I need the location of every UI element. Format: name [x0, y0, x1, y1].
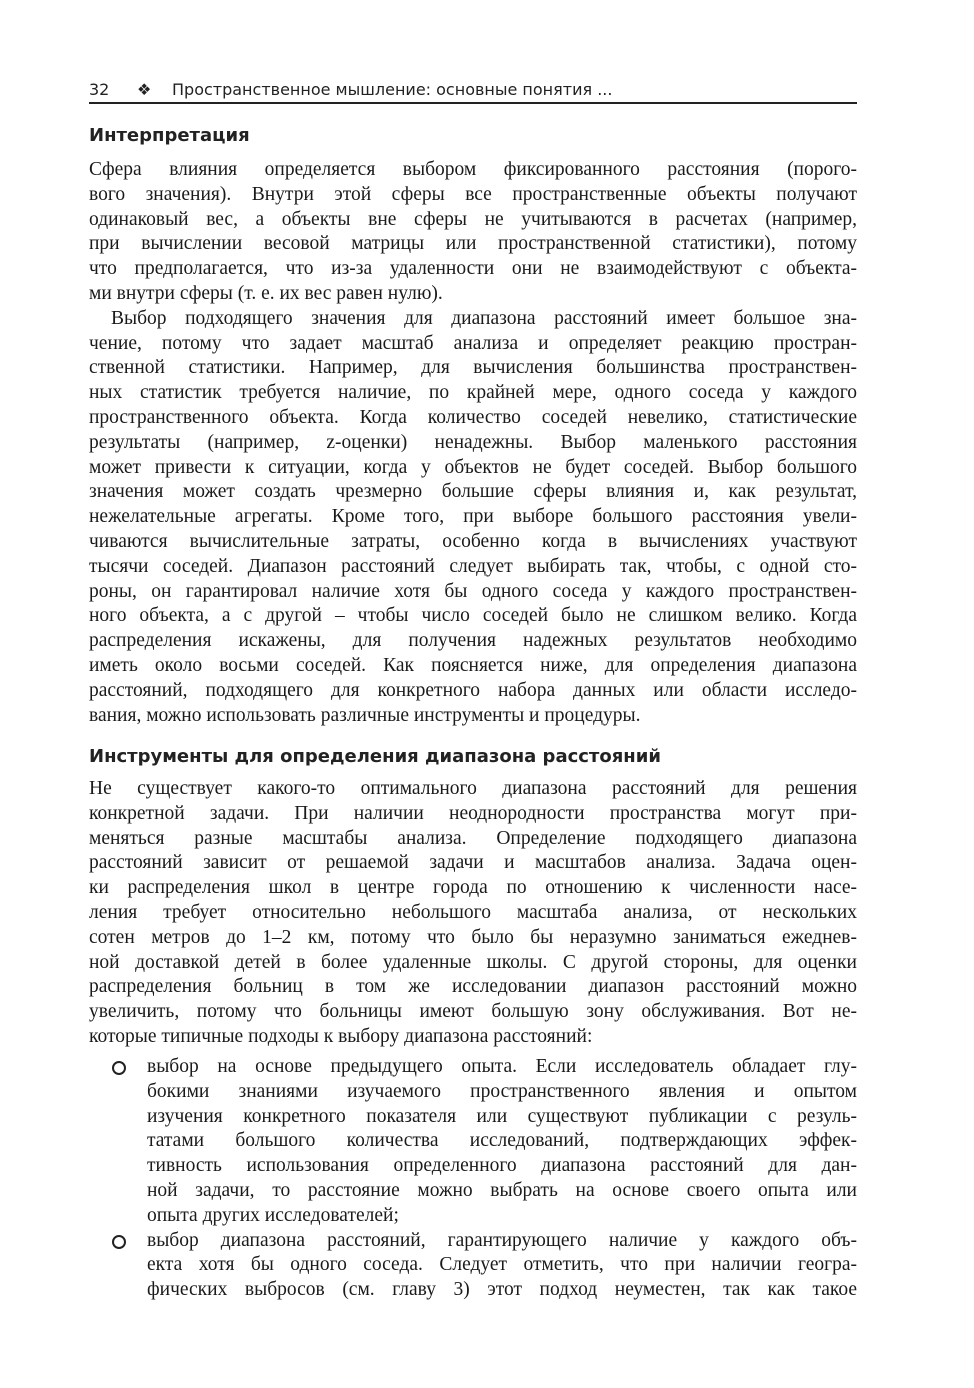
- text-line: сотен метров до 1–2 км, потому что было бы неразумно заниматься ежеднев-: [89, 926, 857, 948]
- text-line: которые типичные подходы к выбору диапазона расстояний:: [89, 1025, 593, 1047]
- text-line: роны, он гарантировал наличие хотя бы одного соседа у каждого пространствен-: [89, 580, 857, 602]
- text-line: одинаковый вес, а объекты вне сферы не учитываются в расчетах (например,: [89, 208, 857, 230]
- section-heading-interpretation: Интерпретация: [89, 125, 250, 146]
- circle-bullet-icon: [112, 1061, 126, 1075]
- circle-bullet-icon: [112, 1235, 126, 1249]
- text-line: тивность использования определенного диапазона расстояний для дан-: [147, 1155, 857, 1177]
- text-line: нежелательные агрегаты. Кроме того, при выборе большого расстояния увели-: [89, 506, 857, 528]
- text-line: распределения больниц в том же исследовании диапазон расстояний можно: [89, 976, 857, 998]
- running-title: Пространственное мышление: основные понятия ...: [172, 80, 613, 99]
- text-line: может привести к ситуации, когда у объектов не будет соседей. Выбор большого: [89, 456, 857, 478]
- text-line: тысячи соседей. Диапазон расстояний следует выбирать так, чтобы, с одной сто-: [89, 555, 857, 577]
- text-line: ного объекта, а с другой – чтобы число соседей было не слишком велико. Когда: [89, 605, 857, 627]
- text-line: меняться разные масштабы анализа. Определение подходящего диапазона: [89, 827, 857, 849]
- text-line: ки распределения школ в центре города по отношению к численности насе-: [89, 877, 857, 899]
- text-line: конкретной задачи. При наличии неоднородности пространства могут при-: [89, 802, 857, 824]
- paragraph: [89, 777, 857, 1050]
- text-line: изучения конкретного показателя или существуют публикации с резуль-: [147, 1105, 857, 1127]
- text-line: ных статистик требуется наличие, по крайней мере, одного соседа у каждого: [89, 382, 857, 404]
- text-line: ной доставкой детей в более удаленные школы. С другой стороны, для оценки: [89, 951, 857, 973]
- text-line: опыта других исследователей;: [147, 1204, 399, 1226]
- paragraph: [89, 158, 857, 307]
- text-line: распределения искажены, для получения надежных результатов необходимо: [89, 630, 857, 652]
- text-line: екта хотя бы одного соседа. Следует отметить, что при наличии геогра-: [147, 1254, 857, 1276]
- text-line: ственной статистики. Например, для вычисления большинства пространствен-: [89, 357, 857, 379]
- text-line: выбор на основе предыдущего опыта. Если исследователь обладает глу-: [147, 1056, 857, 1077]
- text-line: вания, можно использовать различные инструменты и процедуры.: [89, 704, 641, 726]
- text-line: иметь около восьми соседей. Как поясняется ниже, для определения диапазона: [89, 654, 857, 676]
- diamond-ornament-icon: ❖: [137, 80, 152, 99]
- bullet-item: [89, 1229, 857, 1303]
- running-header: [89, 78, 857, 102]
- text-line: чение, потому что задает масштаб анализа и определяет реакцию простран-: [89, 332, 857, 354]
- text-line: ной задачи, то расстояние можно выбрать на основе своего опыта или: [147, 1179, 857, 1201]
- text-line: Не существует какого-то оптимального диапазона расстояний для решения: [89, 778, 857, 799]
- text-line: ми внутри сферы (т. е. их вес равен нулю).: [89, 282, 443, 304]
- text-line: татами большого количества исследований, подтверждающих эффек-: [147, 1130, 857, 1152]
- section-heading-tools: Инструменты для определения диапазона расстояний: [89, 746, 661, 767]
- text-line: ления требует относительно небольшого масштаба анализа, от нескольких: [89, 901, 857, 923]
- text-line: вого значения). Внутри этой сферы все пространственные объекты получают: [89, 183, 857, 205]
- bullet-text: [147, 1055, 857, 1229]
- page-number: 32: [89, 80, 110, 99]
- bullet-text: [147, 1229, 857, 1303]
- header-rule: [89, 102, 857, 104]
- text-line: результаты (например, z-оценки) ненадежны. Выбор маленького расстояния: [89, 431, 857, 453]
- text-line: пространственного объекта. Когда количество соседей невелико, статистические: [89, 406, 857, 428]
- text-line: увеличить, потому что больницы имеют большую зону обслуживания. Вот не-: [89, 1001, 857, 1023]
- paragraph: [89, 307, 857, 729]
- text-line: расстояний зависит от решаемой задачи и масштабов анализа. Задача оцен-: [89, 852, 857, 874]
- text-line: расстояний, подходящего для конкретного набора данных или области исследо-: [89, 679, 857, 701]
- text-line: Сфера влияния определяется выбором фиксированного расстояния (порого-: [89, 159, 857, 180]
- bullet-item: [89, 1055, 857, 1229]
- text-line: что предполагается, что из-за удаленности они не взаимодействуют с объекта-: [89, 258, 857, 280]
- text-line: выбор диапазона расстояний, гарантирующего наличие у каждого объ-: [147, 1229, 857, 1251]
- text-line: чиваются вычислительные затраты, особенно когда в вычислениях участвуют: [89, 530, 857, 552]
- text-line: при вычислении весовой матрицы или пространственной статистики), потому: [89, 233, 857, 255]
- text-line: значения может создать чрезмерно большие сферы влияния и, как результат,: [89, 481, 857, 503]
- text-line: фических выбросов (см. главу 3) этот подход неуместен, так как такое: [147, 1279, 857, 1301]
- text-line: Выбор подходящего значения для диапазона расстояний имеет большое зна-: [111, 307, 857, 329]
- text-line: бокими знаниями изучаемого пространственного явления и опытом: [147, 1080, 857, 1102]
